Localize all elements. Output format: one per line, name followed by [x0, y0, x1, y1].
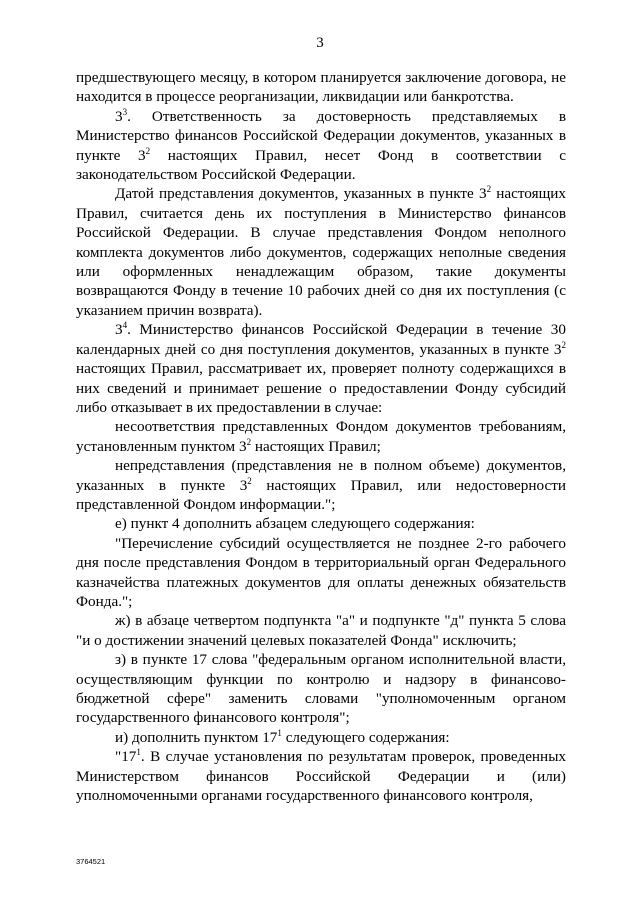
- text-run: . Ответственность за достоверность представляемых в Министерство финансов Российской Федерации документов, указанных в пункте 3: [76, 107, 566, 164]
- text-run: настоящих Правил, считается день их поступления в Министерство финансов Российской Федерации. В случае представления Фондом неполного комплекта документов либо документов, содержащих неполные сведения или оформленных ненадлежащим образом, такие документы возвращаются Фонду в течение 10 рабочих дней со дня их поступления (с указанием причин возврата).: [76, 185, 566, 319]
- text-run: "17: [115, 748, 137, 766]
- document-body: [76, 68, 566, 805]
- text-run: непредставления (представления не в полном объеме) документов, указанных в пункте 3: [76, 457, 566, 494]
- paragraph-p9: [76, 650, 566, 728]
- paragraph-p11: [76, 747, 566, 805]
- text-run: "Перечисление субсидий осуществляется не позднее 2-го рабочего дня после представления Фондом в территориальный орган Федерального казначейства платежных документов для оплаты денежных обязательств Фонда.";: [76, 534, 566, 610]
- paragraph-p1: [76, 107, 566, 185]
- superscript: 3: [122, 106, 128, 117]
- document-code: 3764521: [76, 857, 106, 866]
- text-run: 3: [115, 107, 123, 125]
- text-run: ж) в абзаце четвертом подпункта "а" и подпункте "д" пункта 5 слова "и о достижении значений целевых показателей Фонда" исключить;: [76, 612, 566, 649]
- superscript: 2: [145, 145, 151, 156]
- text-run: 3: [115, 321, 123, 339]
- text-run: е) пункт 4 дополнить абзацем следующего содержания:: [115, 515, 475, 533]
- superscript: 2: [247, 475, 252, 486]
- text-run: . В случае установления по результатам проверок, проведенных Министерством финансов Российской Федерации и (или) уполномоченными органами государственного финансового контроля,: [76, 748, 566, 805]
- superscript: 1: [277, 727, 282, 738]
- paragraph-p3: [76, 320, 566, 417]
- superscript: 1: [136, 747, 141, 758]
- text-run: предшествующего месяцу, в котором планируется заключение договора, не находится в процессе реорганизации, ликвидации или банкротства.: [76, 69, 566, 106]
- paragraph-p5: [76, 456, 566, 514]
- superscript: 2: [486, 184, 492, 195]
- text-run: настоящих Правил, или недостоверности представленной Фондом информации.";: [76, 476, 566, 513]
- text-run: настоящих Правил;: [251, 437, 381, 455]
- page-number: 3: [316, 35, 324, 51]
- paragraph-p6: [76, 514, 566, 533]
- text-run: несоответствия представленных Фондом документов требованиям, установленным пунктом 3: [76, 418, 566, 455]
- text-run: Датой представления документов, указанных в пункте 3: [115, 185, 487, 203]
- paragraph-p0: [76, 68, 566, 107]
- paragraph-p10: [76, 728, 566, 747]
- paragraph-p8: [76, 611, 566, 650]
- text-run: . Министерство финансов Российской Федерации в течение 30 календарных дней со дня поступления документов, указанных в пункте 3: [76, 321, 566, 358]
- paragraph-p7: [76, 534, 566, 612]
- superscript: 2: [561, 339, 566, 350]
- text-run: настоящих Правил, рассматривает их, проверяет полноту содержащихся в них сведений и принимает решение о предоставлении Фонду субсидий либо отказывает в их предоставлении в случае:: [76, 360, 566, 416]
- text-run: настоящих Правил, несет Фонд в соответствии с законодательством Российской Федерации.: [76, 146, 566, 184]
- superscript: 2: [246, 436, 252, 447]
- paragraph-p4: [76, 417, 566, 456]
- text-run: и) дополнить пунктом 17: [115, 728, 278, 746]
- text-run: з) в пункте 17 слова "федеральным органом исполнительной власти, осуществляющим функции по контролю и надзору в финансово-бюджетной сфере" заменить словами "уполномоченным органом государственного финансового контроля";: [76, 651, 566, 727]
- superscript: 4: [122, 320, 128, 331]
- text-run: следующего содержания:: [281, 728, 450, 746]
- paragraph-p2: [76, 184, 566, 320]
